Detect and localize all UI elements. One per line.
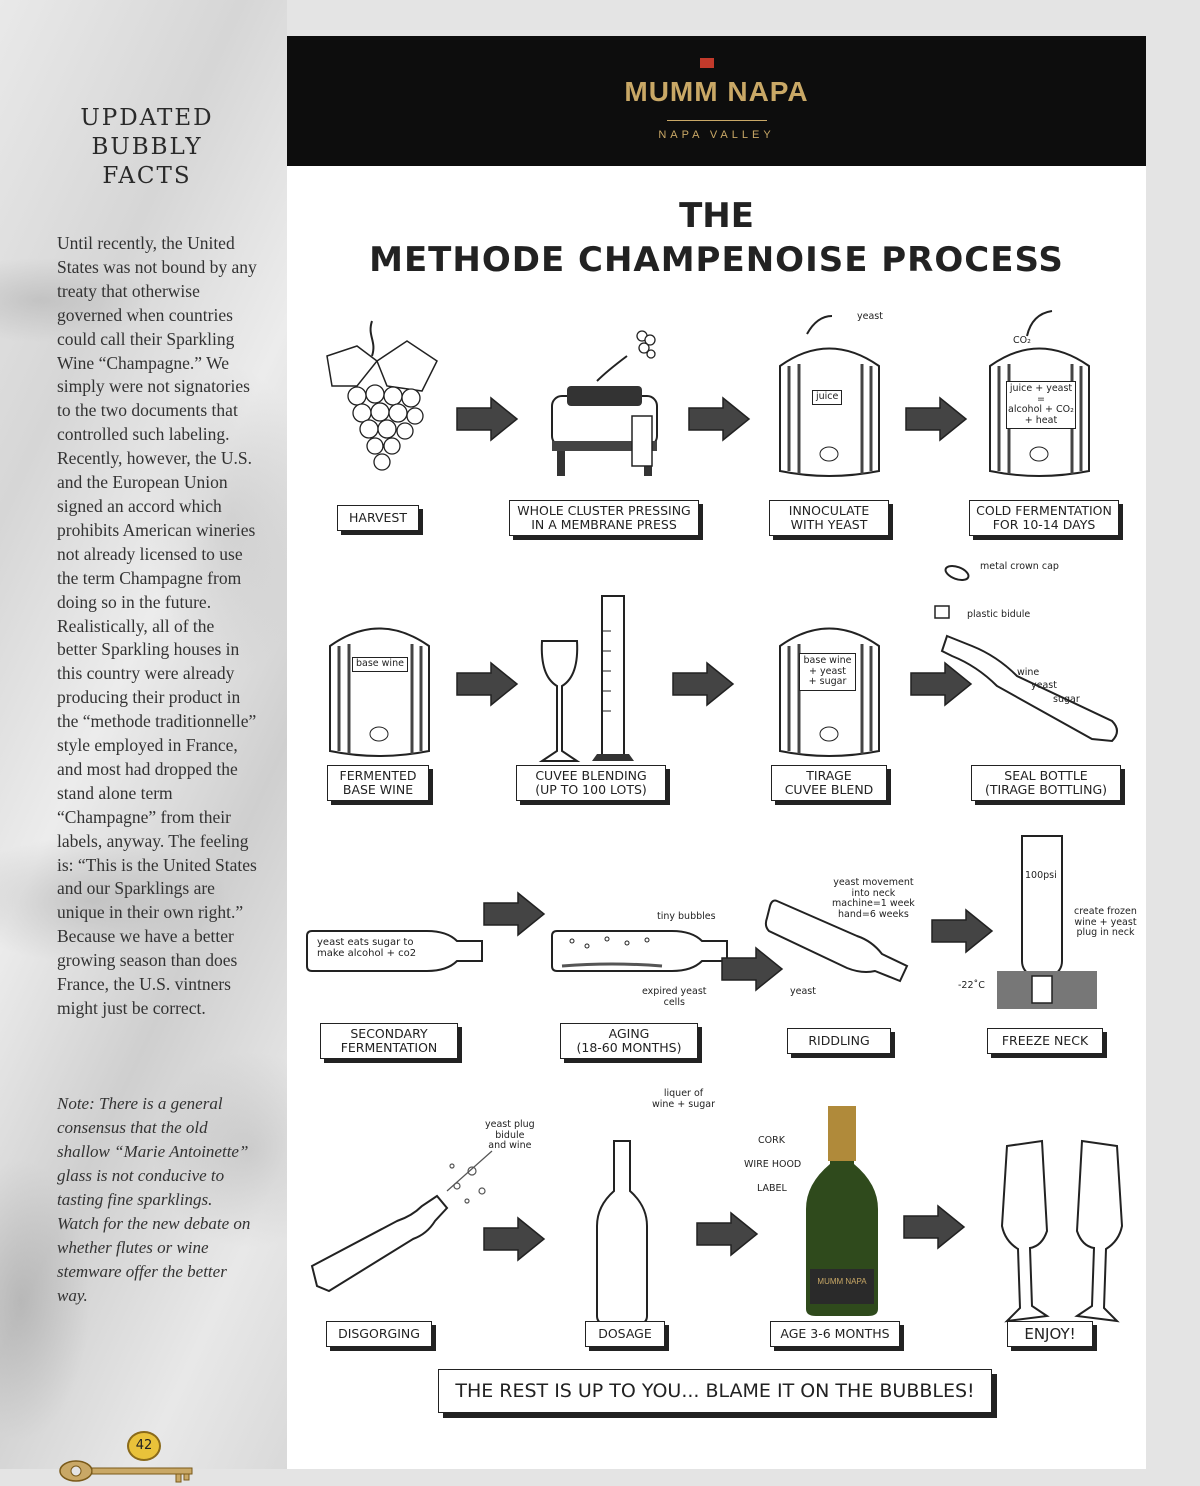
riddling-line: hand=6 weeks — [837, 908, 909, 920]
step-label-text: IN A MEMBRANE PRESS — [531, 517, 677, 532]
sidebar-title-line: FACTS — [102, 163, 192, 189]
process-poster — [287, 36, 1146, 1469]
arrow-icon — [482, 891, 546, 937]
co2-annotation: CO₂ — [1013, 335, 1031, 346]
temperature-annotation: -22˚C — [958, 980, 985, 991]
step-label-text: FOR 10-14 DAYS — [992, 517, 1096, 532]
disgorging-bottle-icon — [307, 1146, 507, 1296]
step-label-text: BASE WINE — [342, 782, 414, 797]
sidebar-title-line: BUBBLY — [91, 134, 203, 160]
step-label-age — [770, 1321, 900, 1347]
equation-line: juice + yeast — [1009, 383, 1073, 394]
expired-line: cells — [663, 996, 685, 1008]
frozen-line: create frozen — [1074, 906, 1137, 917]
blending-glass-cylinder-icon — [537, 591, 647, 771]
step-label-text: WITH YEAST — [790, 517, 868, 532]
step-label-text: SEAL BOTTLE — [1004, 768, 1088, 783]
equation-line: + heat — [1024, 414, 1058, 426]
frozen-line: wine + yeast — [1074, 916, 1137, 928]
arrow-icon — [455, 396, 519, 442]
step-label-text: CUVEE BLENDING — [535, 768, 647, 783]
tank-icon — [327, 616, 432, 766]
step-label-text: INNOCULATE — [788, 503, 870, 518]
disgorge-note — [485, 1120, 535, 1152]
liqueur-line: wine + sugar — [652, 1098, 716, 1110]
step-label-text: (UP TO 100 LOTS) — [535, 782, 647, 797]
step-label-cold-fermentation — [969, 500, 1119, 536]
step-label-disgorging — [326, 1321, 432, 1347]
footer-banner: THE REST IS UP TO YOU... BLAME IT ON THE BUBBLES! — [438, 1369, 992, 1413]
arrow-icon — [902, 1204, 966, 1250]
step-label-seal-bottle — [971, 765, 1121, 801]
equation-line: = — [1037, 393, 1045, 405]
step-label-cuvee-blending — [516, 765, 666, 801]
riddling-yeast-annotation: yeast — [790, 986, 816, 997]
champagne-bottle-icon — [802, 1104, 882, 1319]
equation-line: alcohol + CO₂ — [1008, 404, 1074, 415]
arrow-icon — [904, 396, 968, 442]
step-label-text: CUVEE BLEND — [784, 782, 874, 797]
psi-annotation: 100psi — [1025, 870, 1057, 881]
seal-sugar-annotation: sugar — [1053, 694, 1080, 705]
step-label-text: DISGORGING — [338, 1326, 420, 1341]
riddling-line: yeast movement — [833, 877, 914, 888]
arrow-icon — [671, 661, 735, 707]
step-label-enjoy — [1007, 1321, 1093, 1347]
tank-icon — [777, 616, 882, 766]
grape-cluster-icon — [317, 316, 447, 486]
disgorge-line: yeast plug — [485, 1119, 535, 1130]
frozen-line: plug in neck — [1076, 927, 1135, 938]
base-wine-tag: base wine — [352, 657, 408, 672]
page-number: 42 — [127, 1431, 161, 1461]
sealed-bottle-icon — [927, 561, 1127, 751]
step-label-text: AGE 3-6 MONTHS — [780, 1326, 890, 1341]
riddling-note — [832, 878, 915, 920]
riddling-line: into neck — [851, 887, 896, 899]
fermentation-equation — [1006, 381, 1076, 429]
arrow-icon — [695, 1211, 759, 1257]
step-label-riddling — [787, 1028, 891, 1054]
dosage-bottle-icon — [592, 1136, 652, 1326]
disgorge-line: bidule — [495, 1129, 525, 1141]
brand-subtitle: NAPA VALLEY — [658, 129, 775, 141]
marble-sidebar — [0, 0, 287, 1469]
step-label-text: FERMENTED — [339, 768, 417, 783]
step-label-freeze-neck — [987, 1028, 1103, 1054]
step-label-tirage — [771, 765, 887, 801]
liqueur-note — [652, 1089, 715, 1110]
step-label-secondary — [320, 1023, 458, 1059]
step-label-text: RIDDLING — [808, 1033, 870, 1048]
label-annotation: LABEL — [757, 1183, 787, 1194]
aging-bottle-icon — [552, 926, 732, 976]
riddling-line: machine=1 week — [832, 898, 915, 909]
tirage-line: + sugar — [808, 676, 847, 687]
step-label-text: AGING — [608, 1026, 650, 1041]
step-label-text: HARVEST — [349, 510, 407, 525]
secondary-fermentation-note — [317, 938, 416, 959]
sidebar-note-text: Note: There is a general consensus that the old shallow “Marie Antoinette” glass is not conducive to tasting fine sparklings. Watch for the new debate on whether flutes or wine stemware offer the better way. — [57, 1094, 251, 1305]
arrow-icon — [455, 661, 519, 707]
secondary-line: make alcohol + co2 — [317, 947, 417, 959]
seal-wine-annotation: wine — [1017, 667, 1040, 678]
tank-icon — [777, 336, 882, 486]
brand-header — [287, 36, 1146, 166]
wire-hood-annotation: WIRE HOOD — [744, 1159, 802, 1170]
secondary-line: yeast eats sugar to — [317, 937, 414, 948]
step-label-text: (TIRAGE BOTTLING) — [984, 782, 1108, 797]
sidebar-title-line: UPDATED — [80, 105, 214, 131]
membrane-press-icon — [547, 326, 667, 486]
tiny-bubbles-annotation: tiny bubbles — [657, 911, 716, 922]
seal-yeast-annotation: yeast — [1031, 680, 1057, 691]
step-label-fermented-base — [327, 765, 429, 801]
metal-cap-annotation: metal crown cap — [980, 561, 1059, 572]
cork-annotation: CORK — [758, 1135, 785, 1146]
arrow-icon — [909, 661, 973, 707]
logo-mark-icon — [700, 58, 714, 68]
poster-title-line2: METHODE CHAMPENOISE PROCESS — [369, 240, 1064, 280]
arrow-icon — [930, 908, 994, 954]
toasting-flutes-icon — [982, 1136, 1142, 1331]
step-label-innoculate — [769, 500, 889, 536]
tirage-line: + yeast — [809, 665, 846, 677]
brand-divider — [667, 120, 767, 121]
juice-tag: juice — [812, 390, 842, 405]
step-label-text: DOSAGE — [598, 1326, 652, 1341]
plastic-bidule-annotation: plastic bidule — [967, 609, 1031, 620]
liqueur-line: liquer of — [663, 1088, 704, 1099]
arrow-icon — [720, 946, 784, 992]
arrow-icon — [687, 396, 751, 442]
tirage-line: base wine — [803, 655, 852, 666]
step-label-pressing — [509, 500, 699, 536]
expired-line: expired yeast — [642, 986, 707, 997]
step-label-aging — [560, 1023, 698, 1059]
disgorge-line: and wine — [488, 1140, 532, 1151]
arrow-icon — [482, 1216, 546, 1262]
step-label-text: FERMENTATION — [340, 1040, 438, 1055]
step-label-dosage — [585, 1321, 665, 1347]
poster-title-line1: THE — [679, 196, 754, 236]
step-label-text: FREEZE NECK — [1001, 1033, 1089, 1048]
brand-name: MUMM NAPA — [624, 76, 809, 107]
step-label-text: COLD FERMENTATION — [976, 503, 1112, 518]
key-ornament-icon — [58, 1456, 198, 1486]
bottle-label-text: MUMM NAPA — [817, 1277, 867, 1286]
step-label-harvest — [337, 505, 419, 531]
step-label-text: (18-60 MONTHS) — [576, 1040, 682, 1055]
frozen-plug-note — [1074, 907, 1137, 939]
expired-yeast-annotation — [642, 987, 707, 1008]
yeast-annotation: yeast — [857, 311, 883, 322]
step-label-text: SECONDARY — [350, 1026, 428, 1041]
step-label-text: WHOLE CLUSTER PRESSING — [517, 503, 691, 518]
sidebar-body-text: Until recently, the United States was not bound by any treaty that otherwise governed when countries could call their Sparkling Wine “Champagne.” We simply were not signatories to the two documents that controlled such labeling. Recently, however, the U.S. and the European Union signed an accord which prohibits American wineries not already licensed to use the term Champagne from doing so in the future. Realistically, all of the better Sparkling houses in this country were already producing their product in the “methode traditionnelle” style employed in France, and most had dropped the stand alone term “Champagne” from their labels, anyway. The feeling is: “This is the United States and our Sparklings are unique in their own right.” Because we have a better growing season than does France, the U.S. vintners might just be correct. — [57, 233, 257, 1018]
sidebar-title — [40, 104, 254, 191]
step-label-text: ENJOY! — [1024, 1325, 1076, 1343]
tirage-tag — [799, 653, 856, 691]
step-label-text: TIRAGE — [806, 768, 852, 783]
